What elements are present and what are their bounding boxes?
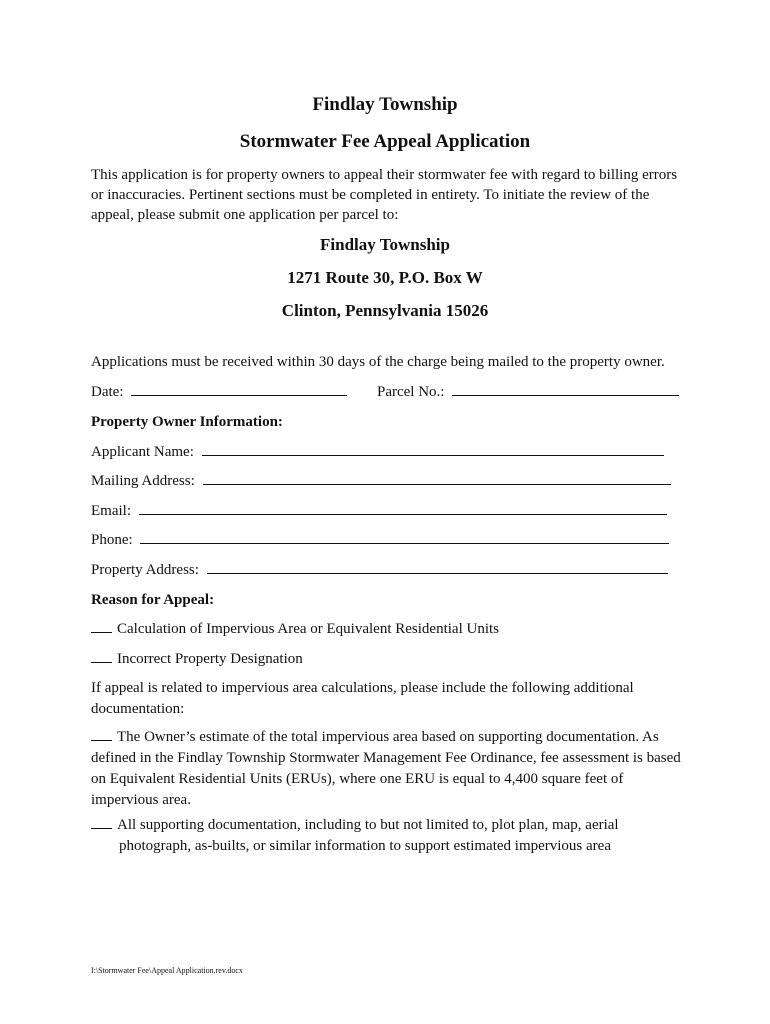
doc-item-2-line-1: All supporting documentation, including to but not limited to, plot plan, map, aerial <box>117 817 619 833</box>
page-subtitle: Stormwater Fee Appeal Application <box>239 131 531 152</box>
owner-heading: Property Owner Information: <box>91 414 283 430</box>
mailing-row <box>91 471 671 491</box>
deadline-text: Applications must be received within 30 days of the charge being mailed to the property owner. <box>91 354 665 370</box>
mailing-label: Mailing Address: <box>91 473 195 489</box>
doc-item-1 <box>91 727 683 811</box>
property-field[interactable] <box>207 561 668 574</box>
reason-option-2-label: Incorrect Property Designation <box>117 651 303 667</box>
email-field[interactable] <box>139 502 667 515</box>
applicant-label: Applicant Name: <box>91 444 194 460</box>
phone-row <box>91 530 669 550</box>
date-row <box>91 382 679 402</box>
mailing-field[interactable] <box>203 472 671 485</box>
reason-option-1-label: Calculation of Impervious Area or Equivalent Residential Units <box>117 621 499 637</box>
reason-option-2-checkbox[interactable] <box>91 650 112 663</box>
parcel-field[interactable] <box>452 383 679 396</box>
applicant-row <box>91 442 664 462</box>
reason-option-1 <box>91 619 499 639</box>
address-name: Findlay Township <box>320 235 450 254</box>
doc-item-2-line-2: photograph, as-builts, or similar information to support estimated impervious area <box>119 838 611 854</box>
reason-option-2 <box>91 649 303 669</box>
footer-file-path: I:\Stormwater Fee\Appeal Application.rev.docx <box>91 966 243 975</box>
address-street: 1271 Route 30, P.O. Box W <box>287 268 483 287</box>
date-label: Date: <box>91 384 124 400</box>
impervious-note: If appeal is related to impervious area calculations, please include the following additional documentation: <box>91 680 634 717</box>
phone-label: Phone: <box>91 532 133 548</box>
reason-option-1-checkbox[interactable] <box>91 620 112 633</box>
date-field[interactable] <box>131 383 347 396</box>
parcel-label: Parcel No.: <box>376 384 445 400</box>
phone-field[interactable] <box>140 531 669 544</box>
address-city: Clinton, Pennsylvania 15026 <box>281 301 489 320</box>
doc-item-1-checkbox[interactable] <box>91 728 112 741</box>
email-row <box>91 501 667 521</box>
property-row <box>91 560 668 580</box>
page-title: Findlay Township <box>312 94 458 115</box>
intro-paragraph: This application is for property owners to appeal their stormwater fee with regard to billing errors or inaccuracies. Pertinent sections must be completed in entirety. To initiate the review of the appeal, please submit one application per parcel to: <box>91 167 678 223</box>
email-label: Email: <box>91 503 131 519</box>
reason-heading: Reason for Appeal: <box>91 592 215 608</box>
property-label: Property Address: <box>91 562 199 578</box>
doc-item-2-checkbox[interactable] <box>91 816 112 829</box>
doc-item-1-text: The Owner’s estimate of the total impervious area based on supporting documentation. As defined in the Findlay Township Stormwater Management Fee Ordinance, fee assessment is based on Equivalent Residential Units (ERUs), where one ERU is equal to 4,400 square feet of impervious area. <box>91 729 681 808</box>
applicant-field[interactable] <box>202 443 664 456</box>
doc-item-2 <box>91 815 691 857</box>
